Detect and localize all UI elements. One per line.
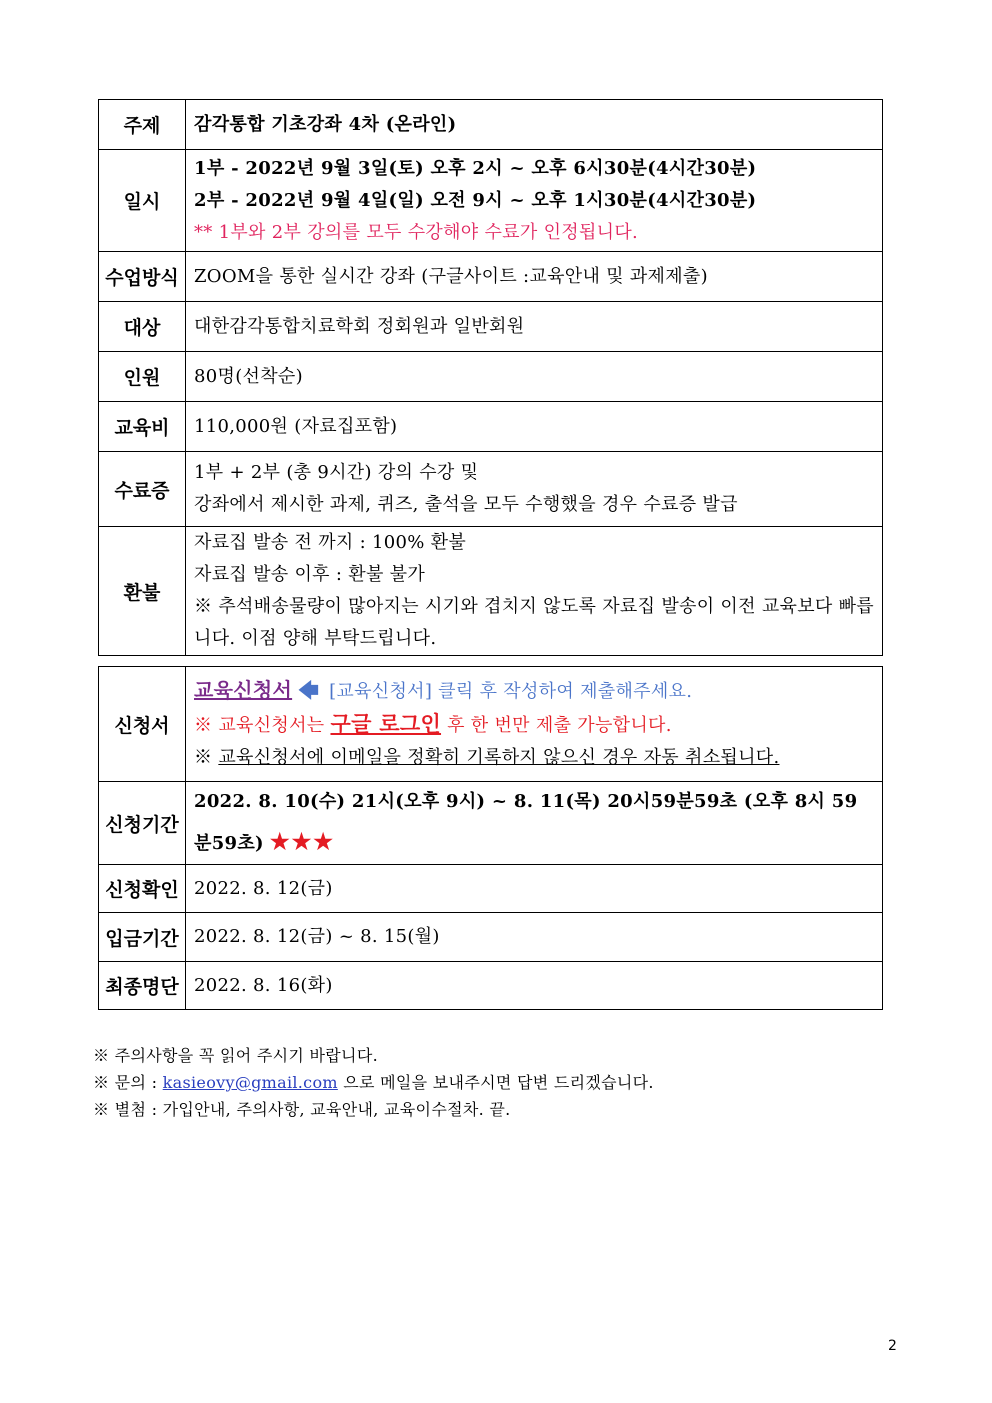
row-refund [99, 527, 883, 656]
row-final [99, 962, 883, 1010]
label-schedule: 일시 [99, 150, 186, 252]
value-method: ZOOM을 통한 실시간 강좌 (구글사이트 :교육안내 및 과제제출) [186, 252, 883, 302]
value-period [186, 782, 883, 865]
form-line2-prefix: ※ 교육신청서는 [194, 715, 325, 736]
star-icon: ★★★ [269, 829, 336, 855]
label-topic: 주제 [99, 100, 186, 150]
label-form: 신청서 [99, 667, 186, 782]
application-form-link[interactable]: 교육신청서 [194, 678, 293, 702]
form-line1 [194, 674, 874, 708]
label-confirm: 신청확인 [99, 865, 186, 913]
label-period: 신청기간 [99, 782, 186, 865]
value-certificate [186, 452, 883, 527]
refund-note: ※ 추석배송물량이 많아지는 시기와 겹치지 않도록 자료집 발송이 이전 교육보다 빠릅니다. 이점 양해 부탁드립니다. [194, 596, 874, 649]
label-payment: 입금기간 [99, 913, 186, 962]
row-fee [99, 402, 883, 452]
row-capacity [99, 352, 883, 402]
form-instruction: [교육신청서] 클릭 후 작성하여 제출해주세요. [329, 681, 693, 702]
label-refund: 환불 [99, 527, 186, 656]
note-attachments: ※ 별첨 : 가입안내, 주의사항, 교육안내, 교육이수절차. 끝. [93, 1100, 511, 1119]
row-payment [99, 913, 883, 962]
refund-line2: 자료집 발송 이후 : 환불 불가 [194, 564, 426, 585]
course-info-table [98, 99, 883, 656]
row-period [99, 782, 883, 865]
value-form [186, 667, 883, 782]
note-contact-prefix: ※ 문의 : [93, 1073, 158, 1092]
certificate-line2: 강좌에서 제시한 과제, 퀴즈, 출석을 모두 수행했을 경우 수료증 발급 [194, 494, 738, 515]
contact-email-link[interactable]: kasieovy@gmail.com [162, 1073, 338, 1092]
value-schedule [186, 150, 883, 252]
value-confirm: 2022. 8. 12(금) [186, 865, 883, 913]
form-line3 [194, 742, 874, 774]
value-target: 대한감각통합치료학회 정회원과 일반회원 [186, 302, 883, 352]
refund-line1: 자료집 발송 전 까지 : 100% 환불 [194, 532, 467, 553]
row-target [99, 302, 883, 352]
label-certificate: 수료증 [99, 452, 186, 527]
form-email-warning: 교육신청서에 이메일을 정확히 기록하지 않으신 경우 자동 취소됩니다. [218, 747, 780, 768]
row-form [99, 667, 883, 782]
certificate-line1: 1부 + 2부 (총 9시간) 강의 수강 및 [194, 462, 479, 483]
label-target: 대상 [99, 302, 186, 352]
footer-notes [93, 1042, 654, 1123]
row-topic [99, 100, 883, 150]
value-topic: 감각통합 기초강좌 4차 (온라인) [186, 100, 883, 150]
value-payment: 2022. 8. 12(금) ~ 8. 15(월) [186, 913, 883, 962]
label-method: 수업방식 [99, 252, 186, 302]
page-number: 2 [888, 1338, 897, 1354]
row-confirm [99, 865, 883, 913]
google-login-emphasis: 구글 로그인 [330, 711, 442, 736]
schedule-note: ** 1부와 2부 강의를 모두 수강해야 수료가 인정됩니다. [194, 221, 639, 243]
value-final: 2022. 8. 16(화) [186, 962, 883, 1010]
label-final: 최종명단 [99, 962, 186, 1010]
value-refund [186, 527, 883, 656]
value-capacity: 80명(선착순) [186, 352, 883, 402]
note-contact-suffix: 으로 메일을 보내주시면 답변 드리겠습니다. [343, 1073, 654, 1092]
note-contact [93, 1069, 654, 1096]
row-method [99, 252, 883, 302]
label-capacity: 인원 [99, 352, 186, 402]
period-text: 2022. 8. 10(수) 21시(오후 9시) ~ 8. 11(목) 20시59분59초 (오후 8시 59분59초) [194, 791, 858, 854]
value-fee: 110,000원 (자료집포함) [186, 402, 883, 452]
form-line3-mark: ※ [194, 747, 213, 768]
note-caution: ※ 주의사항을 꼭 읽어 주시기 바랍니다. [93, 1046, 378, 1065]
application-table [98, 666, 883, 1010]
form-line2 [194, 708, 874, 742]
label-fee: 교육비 [99, 402, 186, 452]
row-certificate [99, 452, 883, 527]
arrow-left-icon: 🡄 [298, 678, 320, 702]
schedule-part1: 1부 - 2022년 9월 3일(토) 오후 2시 ~ 오후 6시30분(4시간30분) [194, 157, 757, 179]
schedule-part2: 2부 - 2022년 9월 4일(일) 오전 9시 ~ 오후 1시30분(4시간30분) [194, 189, 757, 211]
form-line2-suffix: 후 한 번만 제출 가능합니다. [447, 715, 672, 736]
row-schedule [99, 150, 883, 252]
